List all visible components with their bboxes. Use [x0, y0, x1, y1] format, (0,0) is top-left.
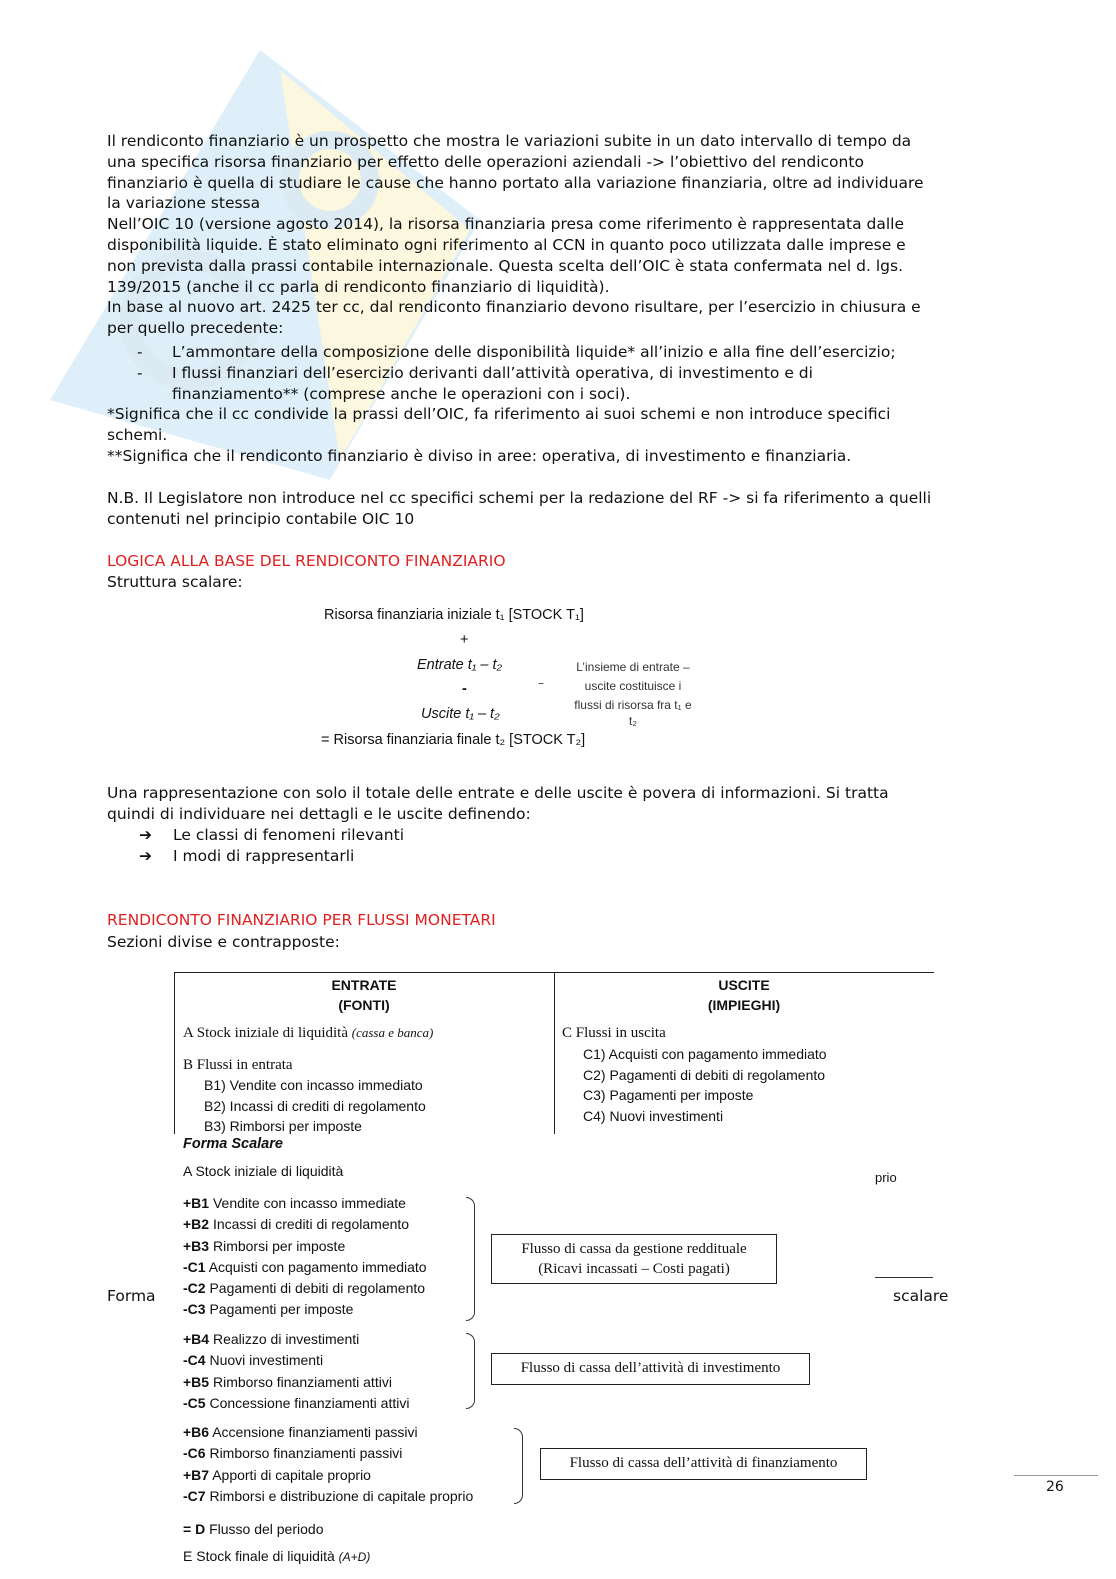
text-line: N.B. Il Legislatore non introduce nel cc specifici schemi per la redazione del RF -> si fa riferimento a quelli: [107, 489, 932, 507]
text-line: In base al nuovo art. 2425 ter cc, dal rendiconto finanziario devono risultare, per l’esercizio in chiusura e: [107, 298, 921, 317]
financing-flow-box: Flusso di cassa dell’attività di finanziamento: [540, 1448, 867, 1480]
brace: [514, 1428, 523, 1504]
uscite-label: Uscite t₁ – t₂: [421, 706, 500, 722]
bullet-marker: -: [137, 343, 143, 361]
table-row: +B4 Realizzo di investimenti: [183, 1331, 360, 1347]
page-number: 26: [1046, 1479, 1064, 1495]
text-line: schemi.: [107, 425, 168, 444]
notes-paragraph: [107, 404, 1007, 466]
group-financing: [183, 1422, 473, 1507]
note-line: L’insieme di entrate –: [576, 660, 690, 674]
text-line: finanziario è quella di studiare le cause che hanno portato alla variazione finanziaria, oltre ad individuare: [107, 173, 924, 192]
box-line: (Ricavi incassati – Costi pagati): [538, 1261, 730, 1277]
brace: [466, 1333, 475, 1409]
row-text: Flusso del periodo: [209, 1521, 324, 1537]
section-subtitle: Struttura scalare:: [107, 573, 243, 591]
text-line: 139/2015 (anche il cc parla di rendiconto finanziario di liquidità).: [107, 277, 610, 296]
list-item: B2) Incassi di crediti di regolamento: [204, 1097, 426, 1114]
table-row: -C2 Pagamenti di debiti di regolamento: [183, 1280, 426, 1297]
arrow-item: Le classi di fenomeni rilevanti: [173, 826, 405, 844]
table-row: +B1 Vendite con incasso immediate: [183, 1195, 406, 1211]
bullet-marker: -: [137, 363, 143, 382]
investing-flow-box: Flusso di cassa dell’attività di investimento: [491, 1353, 810, 1385]
list-item: B3) Rimborsi per imposte: [204, 1118, 362, 1134]
rule-line: [875, 1277, 933, 1278]
minus-sign: -: [462, 681, 467, 697]
table-row: -C7 Rimborsi e distribuzione di capitale proprio: [183, 1487, 474, 1504]
entrate-label: Entrate t₁ – t₂: [417, 657, 503, 673]
text-line: disponibilità liquide. È stato eliminato ogni riferimento al CCN in quanto poco utilizzata dalle imprese e: [107, 235, 906, 254]
intro-paragraph: [107, 131, 1007, 339]
list-item: C3) Pagamenti per imposte: [583, 1087, 754, 1103]
group-operating: [183, 1193, 427, 1321]
proprio-fragment: prio: [875, 1170, 897, 1185]
text-line: una specifica risorsa finanziario per effetto delle operazioni aziendali -> l’obiettivo del rendiconto: [107, 152, 864, 171]
group-investing: [183, 1329, 409, 1414]
forma-scalare-title: Forma Scalare: [183, 1136, 283, 1152]
header-line: (FONTI): [338, 997, 390, 1013]
uscite-header: [554, 975, 934, 1015]
flows-table: [174, 972, 934, 1134]
arrow-icon: ➔: [139, 826, 152, 844]
plus-sign: +: [460, 632, 469, 648]
table-row: +B3 Rimborsi per imposte: [183, 1237, 346, 1254]
list-item: B1) Vendite con incasso immediato: [204, 1077, 423, 1093]
header-line: (IMPIEGHI): [707, 997, 781, 1013]
stock-a: A Stock iniziale di liquidità: [183, 1163, 344, 1179]
table-row: -C1 Acquisti con pagamento immediato: [183, 1258, 427, 1275]
stock-final: = Risorsa finanziaria finale t₂ [STOCK T₂]: [321, 732, 586, 748]
stock-e-row: [183, 1548, 370, 1564]
flussi-entrata: B Flussi in entrata: [183, 1057, 293, 1073]
list-item: C1) Acquisti con pagamento immediato: [583, 1046, 827, 1062]
text-line: quindi di individuare nei dettagli e le uscite definendo:: [107, 804, 531, 823]
table-row: -C3 Pagamenti per imposte: [183, 1301, 354, 1318]
scalare-word: scalare: [893, 1287, 949, 1305]
table-row: -C4 Nuovi investimenti: [183, 1352, 324, 1369]
text-line: *Significa che il cc condivide la prassi dell’OIC, fa riferimento ai suoi schemi e non introduce specifici: [107, 405, 891, 423]
table-row: -C6 Rimborso finanziamenti passivi: [183, 1445, 403, 1462]
bullet-text: I flussi finanziari dell’esercizio derivanti dall’attività operativa, di investimento e di: [172, 363, 813, 382]
table-row: +B2 Incassi di crediti di regolamento: [183, 1216, 410, 1233]
table-row: +B5 Rimborso finanziamenti attivi: [183, 1373, 392, 1390]
text-line: non prevista dalla prassi contabile internazionale. Questa scelta dell’OIC è stata confermata nel d. lgs.: [107, 256, 904, 275]
text-line: per quello precedente:: [107, 319, 284, 338]
row-italic: (cassa e banca): [351, 1025, 434, 1040]
note-line: uscite costituisce i: [584, 679, 682, 693]
note-line: flussi di risorsa fra t₁ e: [574, 698, 692, 712]
header-line: ENTRATE: [331, 977, 397, 993]
text-line: Il rendiconto finanziario è un prospetto che mostra le variazioni subite in un dato intervallo di tempo da: [107, 132, 912, 150]
page-number-rule: [1014, 1475, 1098, 1476]
text-line: la variazione stessa: [107, 194, 261, 213]
uscite-items: [583, 1044, 827, 1126]
flows-note: [556, 658, 710, 727]
arrow-item: I modi di rappresentarli: [173, 846, 355, 865]
section-heading: RENDICONTO FINANZIARIO PER FLUSSI MONETARI: [107, 911, 496, 929]
row-text: E Stock finale di liquidità: [183, 1548, 335, 1564]
after-paragraph: [107, 783, 1007, 825]
bullet-text: L’ammontare della composizione delle disponibilità liquide* all’inizio e alla fine dell’esercizio;: [172, 343, 896, 361]
text-line: Nell’OIC 10 (versione agosto 2014), la risorsa finanziaria presa come riferimento è rappresentata dalle: [107, 215, 905, 234]
text-line: **Significa che il rendiconto finanziario è diviso in aree: operativa, di investimento e finanziaria.: [107, 446, 852, 465]
table-row: +B6 Accensione finanziamenti passivi: [183, 1424, 418, 1440]
table-row: +B7 Apporti di capitale proprio: [183, 1466, 371, 1483]
header-line: USCITE: [718, 977, 770, 993]
row-text: A Stock iniziale di liquidità: [183, 1025, 348, 1041]
list-item: C2) Pagamenti di debiti di regolamento: [583, 1066, 826, 1083]
row-code: = D: [183, 1521, 206, 1537]
flussi-uscita: C Flussi in uscita: [562, 1025, 666, 1041]
section-subtitle: Sezioni divise e contrapposte:: [107, 933, 340, 951]
bullet-text-continued: finanziamento** (comprese anche le operazioni con i soci).: [172, 384, 631, 403]
operating-flow-box: [491, 1234, 777, 1284]
arrow-icon: ➔: [139, 846, 152, 865]
stock-initial: Risorsa finanziaria iniziale t₁ [STOCK T₁]: [324, 607, 584, 623]
row-italic: (A+D): [338, 1550, 371, 1564]
entrate-header: [174, 975, 554, 1015]
dash-connector: –: [538, 676, 544, 690]
box-line: Flusso di cassa da gestione reddituale: [521, 1241, 747, 1257]
stock-a-row: [183, 1023, 433, 1044]
text-line: contenuti nel principio contabile OIC 10: [107, 509, 415, 528]
text-line: Una rappresentazione con solo il totale delle entrate e delle uscite è povera di informazioni. Si tratta: [107, 784, 889, 802]
list-item: C4) Nuovi investimenti: [583, 1107, 724, 1124]
table-row: -C5 Concessione finanziamenti attivi: [183, 1394, 410, 1411]
flow-period-row: [183, 1521, 323, 1537]
note-line: t₂: [629, 714, 637, 728]
entrate-items: [204, 1075, 426, 1134]
nb-paragraph: [107, 488, 1007, 530]
forma-word: Forma: [107, 1287, 156, 1305]
section-heading: LOGICA ALLA BASE DEL RENDICONTO FINANZIARIO: [107, 552, 506, 570]
brace: [466, 1197, 475, 1321]
